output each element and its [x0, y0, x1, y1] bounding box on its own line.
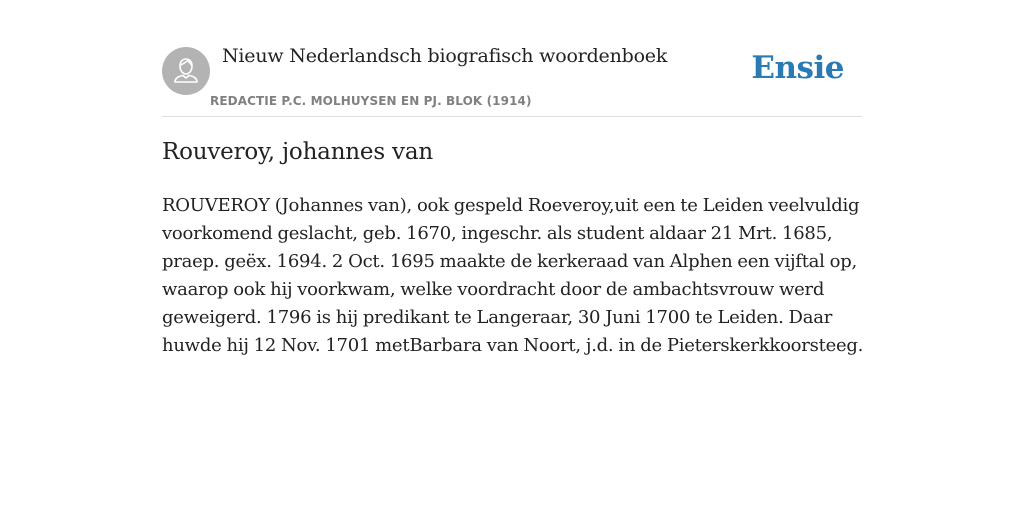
source-avatar[interactable] [162, 47, 210, 95]
entry-title: Rouveroy, johannes van [162, 139, 433, 165]
ensie-logo-link[interactable]: Ensie [751, 50, 844, 86]
entry-body: ROUVEROY (Johannes van), ook gespeld Roeveroy,uit een te Leiden veelvuldig voorkomend geslacht, geb. 1670, ingeschr. als student aldaar 21 Mrt. 1685, praep. geëx. 1694. 2 Oct. 1695 maakte de kerkeraad van Alphen een vijftal op, waarop ook hij voorkwam, welke voordracht door de ambachtsvrouw werd geweigerd. 1796 is hij predikant te Langeraar, 30 Juni 1700 te Leiden. Daar huwde hij 12 Nov. 1701 metBarbara van Noort, j.d. in de Pieterskerkkoorsteeg. [162, 195, 864, 356]
source-header [162, 40, 862, 117]
source-title[interactable]: Nieuw Nederlandsch biografisch woordenboek [222, 45, 668, 67]
user-icon [162, 47, 210, 95]
source-editors: REDACTIE P.C. MOLHUYSEN EN PJ. BLOK (1914) [210, 94, 532, 108]
